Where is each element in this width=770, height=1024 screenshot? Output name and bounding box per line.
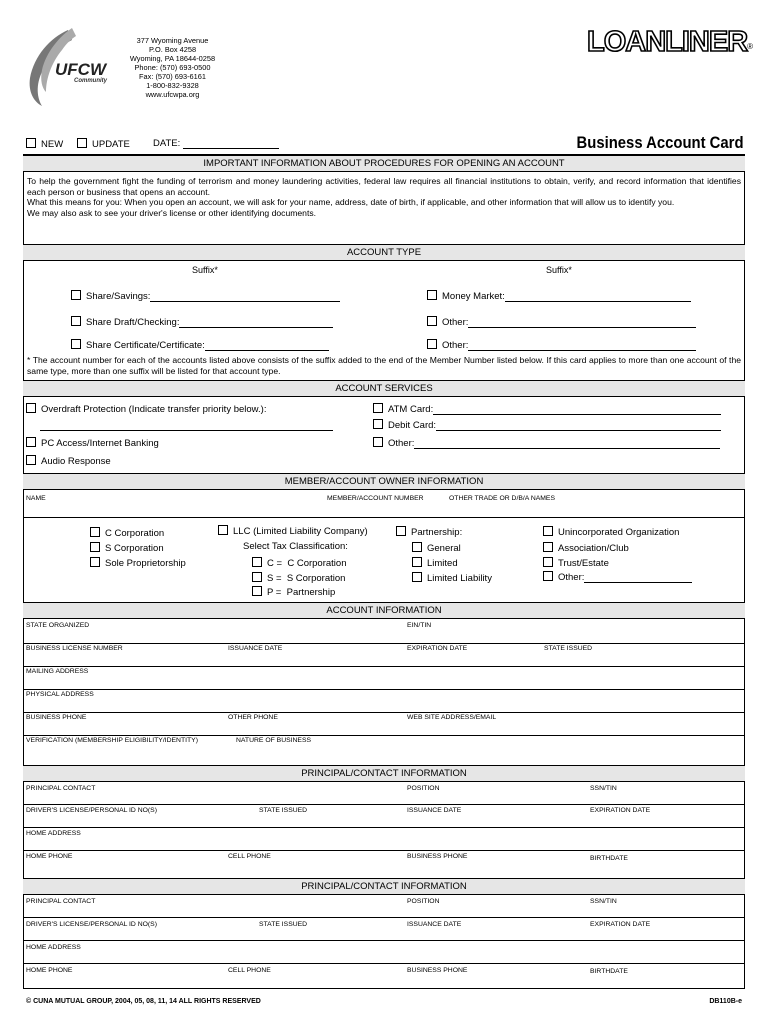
pc-access-option[interactable] (26, 437, 159, 449)
checkbox-icon (412, 557, 422, 567)
new-label: NEW (41, 139, 64, 150)
checkbox-icon (26, 455, 36, 465)
checkbox-icon (543, 542, 553, 552)
checkbox-icon (373, 403, 383, 413)
share-draft-label: Share Draft/Checking: (86, 317, 180, 328)
principal-business-phone-label: BUSINESS PHONE (407, 853, 468, 860)
entity-label: Sole Proprietorship (105, 558, 186, 569)
position-label: POSITION (407, 898, 440, 905)
dl-label: DRIVER'S LICENSE/PERSONAL ID NO(S) (26, 921, 157, 928)
other-phone-label: OTHER PHONE (228, 714, 278, 721)
suffix-line[interactable] (205, 341, 329, 351)
business-license-label: BUSINESS LICENSE NUMBER (26, 645, 123, 652)
checkbox-icon (543, 526, 553, 536)
date-label: DATE: (153, 138, 181, 149)
checkbox-icon (77, 138, 87, 148)
divider (23, 850, 745, 851)
other-type-option-2[interactable] (427, 339, 696, 351)
position-label: POSITION (407, 785, 440, 792)
divider (23, 963, 745, 964)
checkbox-icon (252, 557, 262, 567)
checkbox-icon (396, 526, 406, 536)
share-savings-option[interactable] (71, 290, 340, 302)
partnership-general-option[interactable] (412, 542, 461, 554)
money-market-option[interactable] (427, 290, 691, 302)
checkbox-icon (71, 316, 81, 326)
dl-expiration-label: EXPIRATION DATE (590, 921, 651, 928)
registered-mark: ® (747, 42, 754, 51)
dl-issuance-label: ISSUANCE DATE (407, 807, 462, 814)
association-option[interactable] (543, 542, 629, 554)
overdraft-priority-line[interactable] (40, 430, 333, 431)
ssn-label: SSN/TIN (590, 898, 617, 905)
state-organized-label: STATE ORGANIZED (26, 622, 90, 629)
logo-subtext: Community (74, 78, 107, 84)
entity-label: Association/Club (558, 543, 629, 554)
update-label: UPDATE (92, 139, 130, 150)
tax-classification-label: Select Tax Classification: (243, 541, 348, 552)
nature-of-business-label: NATURE OF BUSINESS (236, 737, 312, 744)
other-type-label: Other: (442, 317, 469, 328)
important-p1: To help the government fight the funding of terrorism and money laundering activities, federal law requires all financial institutions to obtain, verify, and record information that identifies each person or business that opens an account. (27, 176, 741, 197)
checkbox-icon (90, 542, 100, 552)
address-line: Phone: (570) 693-0500 (134, 63, 211, 72)
partnership-type-label: Limited (427, 558, 458, 569)
suffix-line[interactable] (150, 292, 340, 302)
logo-text: UFCW (55, 60, 106, 79)
other-service-label: Other: (388, 438, 415, 449)
unincorporated-option[interactable] (543, 526, 679, 538)
account-services-header: ACCOUNT SERVICES (23, 380, 745, 397)
suffix-label-right: Suffix* (546, 265, 572, 275)
divider (23, 735, 745, 736)
checkbox-icon (26, 403, 36, 413)
other-type-label: Other: (442, 340, 469, 351)
divider (23, 940, 745, 941)
overdraft-label: Overdraft Protection (Indicate transfer priority below.): (41, 404, 267, 415)
checkbox-icon (252, 572, 262, 582)
s-corporation-option[interactable] (90, 542, 164, 554)
checkbox-icon (252, 586, 262, 596)
atm-card-label: ATM Card: (388, 404, 434, 415)
checkbox-icon (427, 290, 437, 300)
ssn-label: SSN/TIN (590, 785, 617, 792)
other-service-option[interactable] (373, 437, 720, 449)
birthdate-label: BIRTHDATE (590, 855, 628, 862)
verification-label: VERIFICATION (MEMBERSHIP ELIGIBILITY/IDENTITY) (26, 737, 198, 744)
other-entity-line[interactable] (584, 573, 692, 583)
account-info-header: ACCOUNT INFORMATION (23, 602, 745, 619)
partnership-label: Partnership: (411, 527, 463, 538)
divider (23, 827, 745, 828)
tax-code: S = (267, 573, 282, 584)
share-savings-label: Share/Savings: (86, 291, 151, 302)
money-market-label: Money Market: (442, 291, 505, 302)
checkbox-icon (543, 571, 553, 581)
partnership-ll-option[interactable] (412, 572, 492, 584)
partnership-type-label: Limited Liability (427, 573, 492, 584)
form-title: Business Account Card (577, 134, 744, 152)
suffix-line[interactable] (179, 318, 333, 328)
share-certificate-option[interactable] (71, 339, 329, 351)
checkbox-icon (373, 419, 383, 429)
principal-header-2: PRINCIPAL/CONTACT INFORMATION (23, 878, 745, 895)
partnership-option[interactable] (396, 526, 462, 538)
cell-phone-label: CELL PHONE (228, 967, 271, 974)
partnership-limited-option[interactable] (412, 557, 458, 569)
address-line: P.O. Box 4258 (148, 45, 197, 54)
tax-label: S Corporation (286, 573, 346, 584)
divider (23, 689, 745, 690)
name-label: NAME (26, 495, 46, 502)
date-line[interactable] (183, 139, 279, 149)
pc-access-label: PC Access/Internet Banking (41, 438, 159, 449)
divider (23, 804, 745, 805)
address-line: Wyoming, PA 18644-0258 (129, 54, 216, 63)
suffix-line[interactable] (505, 292, 691, 302)
birthdate-label: BIRTHDATE (590, 968, 628, 975)
important-p2: What this means for you: When you open an account, we will ask for your name, address, date of birth, if applicable, and other information that will allow us to identify you. (27, 197, 675, 207)
dba-label: OTHER TRADE OR D/B/A NAMES (449, 495, 555, 502)
address-line: Fax: (570) 693-6161 (139, 72, 206, 81)
update-option[interactable] (77, 138, 130, 150)
member-header: MEMBER/ACCOUNT OWNER INFORMATION (23, 473, 745, 490)
checkbox-icon (71, 339, 81, 349)
cell-phone-label: CELL PHONE (228, 853, 271, 860)
llc-label: LLC (Limited Liability Company) (233, 526, 368, 537)
principal-contact-label: PRINCIPAL CONTACT (26, 898, 96, 905)
atm-card-option[interactable] (373, 403, 721, 415)
address-line: 1-800-832-9328 (146, 81, 199, 90)
suffix-line[interactable] (468, 341, 696, 351)
divider (23, 917, 745, 918)
dl-state-issued-label: STATE ISSUED (259, 807, 308, 814)
divider (23, 517, 745, 518)
important-p3: We may also ask to see your driver's license or other identifying documents. (27, 207, 317, 218)
sole-proprietorship-option[interactable] (90, 557, 186, 569)
service-line[interactable] (433, 405, 721, 415)
other-entity-option[interactable] (543, 571, 692, 583)
org-address (120, 36, 225, 99)
checkbox-icon (427, 316, 437, 326)
overdraft-option[interactable] (26, 403, 266, 415)
account-type-header: ACCOUNT TYPE (23, 244, 745, 261)
debit-card-label: Debit Card: (388, 420, 437, 431)
account-type-note: * The account number for each of the accounts listed above consists of the suffix added to the end of the Member Number listed below. If this card applies to more than one account of the same type, more than one suffix will be listed for that account type. (27, 355, 741, 376)
address-line: www.ufcwpa.org (145, 90, 200, 99)
principal-business-phone-label: BUSINESS PHONE (407, 967, 468, 974)
c-corporation-option[interactable] (90, 527, 164, 539)
audio-response-option[interactable] (26, 455, 111, 467)
checkbox-icon (427, 339, 437, 349)
business-phone-label: BUSINESS PHONE (26, 714, 87, 721)
tax-code: C = (267, 558, 283, 569)
entity-label: Unincorporated Organization (558, 527, 680, 538)
dl-state-issued-label: STATE ISSUED (259, 921, 308, 928)
physical-address-label: PHYSICAL ADDRESS (26, 691, 94, 698)
address-line: 377 Wyoming Avenue (136, 36, 209, 45)
checkbox-icon (26, 437, 36, 447)
divider (23, 643, 745, 644)
divider (23, 666, 745, 667)
tax-label: C Corporation (287, 558, 347, 569)
divider (23, 712, 745, 713)
loanliner-logo (587, 26, 753, 59)
checkbox-icon (90, 557, 100, 567)
dl-issuance-label: ISSUANCE DATE (407, 921, 462, 928)
checkbox-icon (412, 542, 422, 552)
checkbox-icon (543, 557, 553, 567)
website-label: WEB SITE ADDRESS/EMAIL (407, 714, 497, 721)
share-draft-option[interactable] (71, 316, 333, 328)
tax-s-option[interactable] (252, 572, 345, 584)
trust-estate-option[interactable] (543, 557, 609, 569)
copyright: © CUNA MUTUAL GROUP, 2004, 05, 08, 11, 14 ALL RIGHTS RESERVED (26, 998, 261, 1005)
loanliner-wordmark: LOANLINER (587, 26, 748, 58)
checkbox-icon (373, 437, 383, 447)
date-field[interactable] (153, 138, 279, 149)
principal-header-1: PRINCIPAL/CONTACT INFORMATION (23, 765, 745, 782)
tax-c-option[interactable] (252, 557, 346, 569)
new-option[interactable] (26, 138, 63, 150)
important-text (27, 176, 741, 218)
entity-label: C Corporation (105, 528, 165, 539)
checkbox-icon (26, 138, 36, 148)
checkbox-icon (90, 527, 100, 537)
home-address-label: HOME ADDRESS (26, 944, 81, 951)
state-issued-label: STATE ISSUED (544, 645, 593, 652)
audio-response-label: Audio Response (41, 456, 111, 467)
suffix-label-left: Suffix* (192, 265, 218, 275)
share-certificate-label: Share Certificate/Certificate: (86, 340, 205, 351)
entity-label: Other: (558, 572, 585, 583)
suffix-line[interactable] (468, 318, 696, 328)
home-phone-label: HOME PHONE (26, 853, 73, 860)
dl-expiration-label: EXPIRATION DATE (590, 807, 651, 814)
other-type-option-1[interactable] (427, 316, 696, 328)
partnership-type-label: General (427, 543, 461, 554)
llc-option[interactable] (218, 525, 368, 537)
member-number-label: MEMBER/ACCOUNT NUMBER (327, 495, 424, 502)
home-address-label: HOME ADDRESS (26, 830, 81, 837)
ein-label: EIN/TIN (407, 622, 432, 629)
dl-label: DRIVER'S LICENSE/PERSONAL ID NO(S) (26, 807, 157, 814)
expiration-date-label: EXPIRATION DATE (407, 645, 468, 652)
checkbox-icon (218, 525, 228, 535)
debit-card-option[interactable] (373, 419, 721, 431)
checkbox-icon (412, 572, 422, 582)
tax-p-option[interactable] (252, 586, 335, 598)
issuance-date-label: ISSUANCE DATE (228, 645, 283, 652)
entity-label: Trust/Estate (558, 558, 609, 569)
tax-label: Partnership (286, 587, 336, 598)
important-header: IMPORTANT INFORMATION ABOUT PROCEDURES FOR OPENING AN ACCOUNT (23, 155, 745, 172)
principal-contact-label: PRINCIPAL CONTACT (26, 785, 96, 792)
entity-label: S Corporation (105, 543, 164, 554)
service-line[interactable] (414, 439, 720, 449)
mailing-address-label: MAILING ADDRESS (26, 668, 89, 675)
form-number: DB110B-e (709, 998, 742, 1005)
home-phone-label: HOME PHONE (26, 967, 73, 974)
service-line[interactable] (436, 421, 721, 431)
tax-code: P = (267, 587, 282, 598)
checkbox-icon (71, 290, 81, 300)
